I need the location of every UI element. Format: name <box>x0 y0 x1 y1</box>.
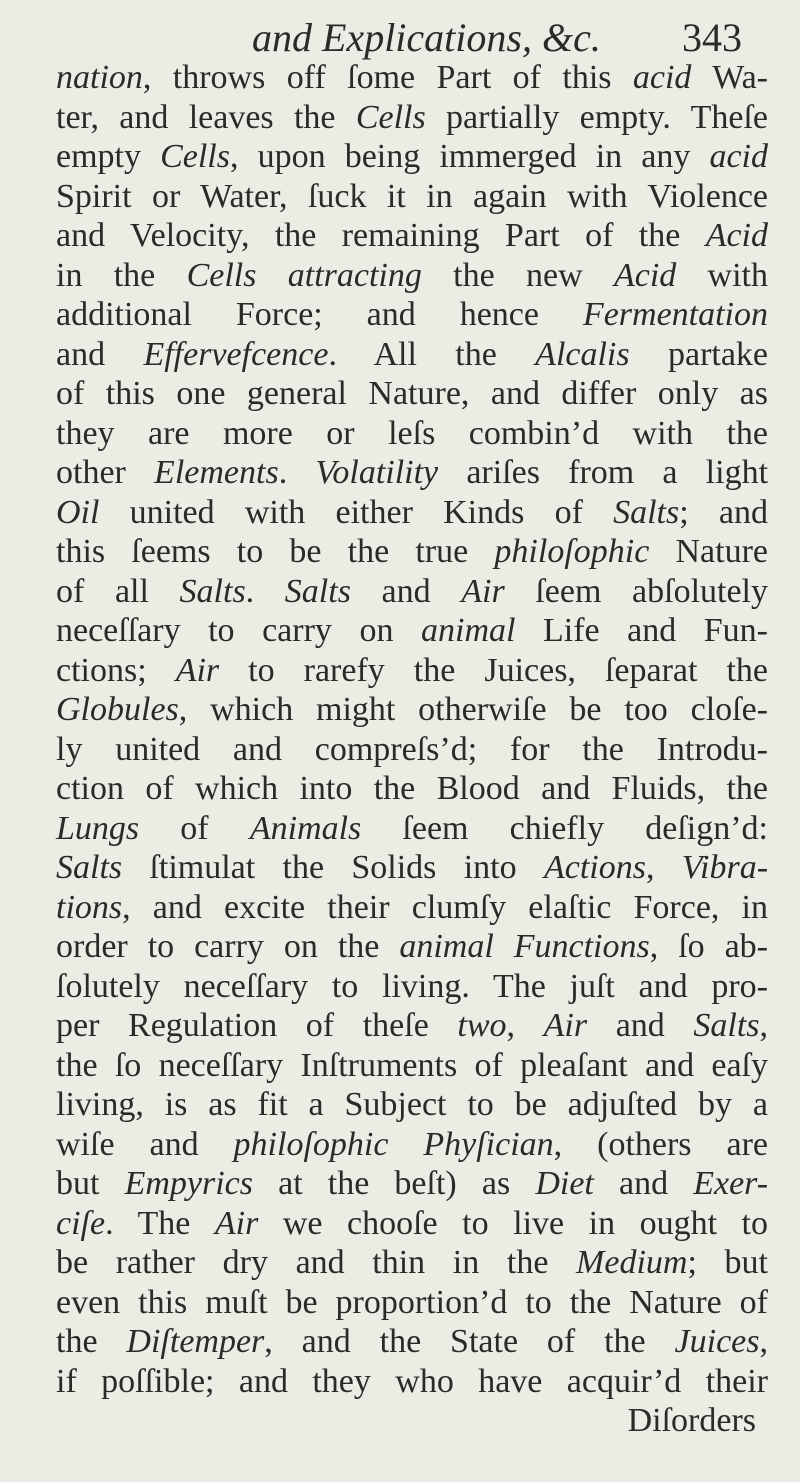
text-line: ctions; Air to rarefy the Juices, ſeparat the <box>56 651 768 689</box>
running-title: and Explications, &c. <box>252 15 601 60</box>
text-line: even this muſt be proportion’d to the Nature of <box>56 1283 768 1321</box>
text-line: other Elements. Volatility ariſes from a light <box>56 454 769 491</box>
text-line: but Empyrics at the beſt) as Diet and Exer- <box>56 1165 769 1202</box>
text-line: if poſſible; and they who have acquir’d their <box>56 1362 768 1400</box>
text-line: Spirit or Water, ſuck it in again with Violence <box>56 177 768 215</box>
text-line: Lungs of Animals ſeem chiefly deſign’d: <box>56 809 768 847</box>
text-line: they are more or leſs combin’d with the <box>56 414 768 452</box>
text-line: ction of which into the Blood and Fluids, the <box>56 770 768 807</box>
text-line: Globules, which might otherwiſe be too cloſe- <box>56 691 768 728</box>
text-line: ſolutely neceſſary to living. The juſt and pro- <box>56 967 768 1005</box>
text-line: ly united and compreſs’d; for the Introdu- <box>56 730 768 768</box>
text-line: tions, and excite their clumſy elaſtic Force, in <box>56 888 768 926</box>
text-line: per Regulation of theſe two, Air and Salts, <box>56 1007 769 1044</box>
text-line: living, is as fit a Subject to be adjuſted by a <box>56 1086 768 1123</box>
text-line: of all Salts. Salts and Air ſeem abſolutely <box>56 572 769 610</box>
text-line: and Velocity, the remaining Part of the Acid <box>56 217 768 254</box>
page-number: 343 <box>682 15 742 60</box>
catchword: Diſorders <box>627 1402 756 1439</box>
text-line: this ſeems to be the true philoſophic Nature <box>56 533 768 570</box>
text-line: additional Force; and hence Fermentation <box>56 296 768 333</box>
text-line: be rather dry and thin in the Medium; but <box>56 1244 768 1281</box>
text-line: Oil united with either Kinds of Salts; and <box>56 493 768 531</box>
text-line: nation, throws off ſome Part of this acid Wa- <box>56 59 768 96</box>
text-line: neceſſary to carry on animal Life and Fun- <box>56 612 769 649</box>
text-line: of this one general Nature, and differ only as <box>56 375 768 412</box>
page-header <box>252 14 742 62</box>
text-line: ter, and leaves the Cells partially empty. Theſe <box>56 98 768 136</box>
text-line: wiſe and philoſophic Phyſician, (others are <box>56 1125 768 1163</box>
text-line: and Effervefcence. All the Alcalis partake <box>56 335 769 373</box>
text-line: order to carry on the animal Functions, ſo ab- <box>56 928 769 965</box>
text-line: in the Cells attracting the new Acid with <box>56 256 769 294</box>
body-text <box>56 58 768 1441</box>
text-line: ciſe. The Air we chooſe to live in ought to <box>56 1204 769 1242</box>
text-line: the Diſtemper, and the State of the Juices, <box>56 1323 768 1360</box>
text-line: empty Cells, upon being immerged in any acid <box>56 138 768 175</box>
text-line: the ſo neceſſary Inſtruments of pleaſant and eaſy <box>56 1046 768 1084</box>
text-line: Salts ſtimulat the Solids into Actions, Vibra- <box>56 849 769 886</box>
